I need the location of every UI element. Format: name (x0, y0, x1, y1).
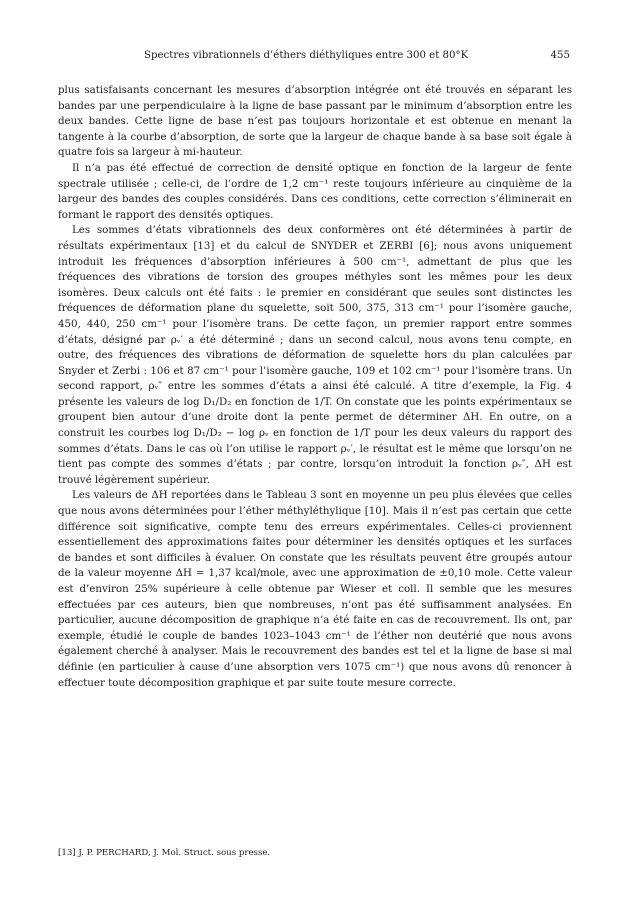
running-title: Spectres vibrationnels d’éthers diéthyliques entre 300 et 80°K (144, 50, 469, 61)
paragraph: Les sommes d’états vibrationnels des deux conformères ont été déterminées à partir de résultats expérimentaux [13] et du calcul de SNYDER et ZERBI [6]; nous avons uniquement introduit les fréquences d’absorption inférieures à 500 cm⁻¹, admettant de plus que les fréquences des vibrations de torsion des groupes méthyles sont les mêmes pour les deux isomères. Deux calculs ont été faits : le premier en considérant que seules sont distinctes les fréquences de déformation plane du squelette, soit 500, 375, 313 cm⁻¹ pour l’isomère gauche, 450, 440, 250 cm⁻¹ pour l’isomère trans. De cette façon, un premier rapport entre sommes d’états, désigné par ρᵥ′ a été déterminé ; dans un second calcul, nous avons tenu compte, en outre, des fréquences des vibrations de déformation de squelette hors du plan calculées par Snyder et Zerbi : 106 et 87 cm⁻¹ pour l’isomère gauche, 109 et 102 cm⁻¹ pour l’isomère trans. Un second rapport, ρᵥ″ entre les sommes d’états a ainsi été calculé. A titre d’exemple, la Fig. 4 présente les valeurs de log D₁/D₂ en fonction de 1/T. On constate que les points expérimentaux se groupent bien autour d’une droite dont la pente permet de déterminer ΔH. En outre, on a construit les courbes log D₁/D₂ − log ρᵥ en fonction de 1/T pour les deux valeurs du rapport des sommes d’états. Dans le cas où l’on utilise le rapport ρᵥ′, le résultat est le même que lorsqu’on ne tient pas compte des sommes d’états ; par contre, lorsqu’on introduit la fonction ρᵥ″, ΔH est trouvé légèrement supérieur. (58, 224, 572, 486)
paragraph: plus satisfaisants concernant les mesures d’absorption intégrée ont été trouvés en séparant les bandes par une perpendiculaire à la ligne de base passant par le minimum d’absorption entre les deux bandes. Cette ligne de base n’est pas toujours horizontale et est obtenue en menant la tangente à la courbe d’absorption, de sorte que la largeur de chaque bande à sa base soit égale à quatre fois sa largeur à mi-hauteur. (58, 84, 572, 159)
body-text (58, 83, 572, 691)
footnote: [13] J. P. PERCHARD, J. Mol. Struct. sous presse. (58, 848, 271, 858)
page-number: 455 (550, 50, 570, 61)
running-header (58, 50, 570, 66)
paragraph: Il n’a pas été effectué de correction de densité optique en fonction de la largeur de fente spectrale utilisée ; celle-ci, de l’ordre de 1,2 cm⁻¹ reste toujours inférieure au cinquième de la largeur des bandes des couples considérés. Dans ces conditions, cette correction s’éliminerait en formant le rapport des densités optiques. (58, 161, 572, 221)
paragraph: Les valeurs de ΔH reportées dans le Tableau 3 sont en moyenne un peu plus élevées que celles que nous avons déterminées pour l’éther méthyléthylique [10]. Mais il n’est pas certain que cette différence soit significative, compte tenu des erreurs expérimentales. Celles-ci proviennent essentiellement des approximations faites pour déterminer les densités optiques et les surfaces de bandes et sont difficiles à évaluer. On constate que les résultats peuvent être groupés autour de la valeur moyenne ΔH = 1,37 kcal/mole, avec une approximation de ±0,10 mole. Cette valeur est d’environ 25% supérieure à celle obtenue par Wieser et coll. Il semble que les mesures effectuées par ces auteurs, bien que nombreuses, n’ont pas été suffisamment analysées. En particulier, aucune décomposition de graphique n’a été faite en cas de recouvrement. Ils ont, par exemple, étudié le couple de bandes 1023–1043 cm⁻¹ de l’éther non deutérié que nous avons également cherché à analyser. Mais le recouvrement des bandes est tel et la ligne de base si mal définie (en particulier à cause d’une absorption vers 1075 cm⁻¹) que nous avons dû renoncer à effectuer toute décomposition graphique et par suite toute mesure correcte. (58, 489, 572, 689)
